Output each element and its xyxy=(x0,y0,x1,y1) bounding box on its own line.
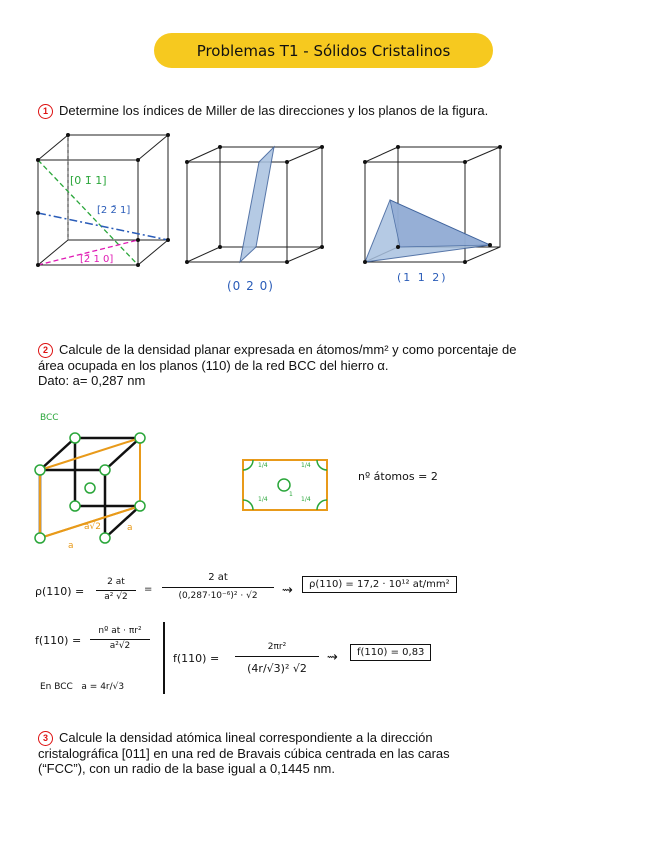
frac-line xyxy=(90,639,150,640)
title-banner xyxy=(154,33,493,68)
direction-label: [2 2̄ 1] xyxy=(97,205,131,216)
bcc-label: BCC xyxy=(40,413,59,423)
problem-text-line: área ocupada en los planos (110) de la red BCC del hierro α. xyxy=(38,358,389,374)
problem-text-line: (“FCC”), con un radio de la base igual a 0,1445 nm. xyxy=(38,761,335,777)
bcc-relation: En BCC a = 4r/√3 xyxy=(40,682,125,692)
center-count: 1 xyxy=(289,491,293,498)
problem-number: 2 xyxy=(38,343,53,358)
eq1-result: ρ(110) = 17,2 · 10¹² at/mm² xyxy=(302,576,457,593)
direction-label: [2̄ 1 0] xyxy=(80,254,114,265)
eq1-frac1-den: a² √2 xyxy=(104,592,128,602)
plane-110-figure xyxy=(242,459,328,511)
side-label: a xyxy=(127,523,133,533)
cube-directions-figure xyxy=(30,125,180,275)
problem-dato: Dato: a= 0,287 nm xyxy=(38,373,146,389)
eq2-num2: 2πr² xyxy=(267,642,287,652)
problem-number: 3 xyxy=(38,731,53,746)
atoms-count: nº átomos = 2 xyxy=(358,470,438,483)
eq2-lhs2: f(110) = xyxy=(173,652,220,665)
problem-3 xyxy=(38,730,598,776)
problem-2 xyxy=(38,342,598,388)
eq1-frac2-num: 2 at xyxy=(208,572,228,583)
cube-plane-112-figure xyxy=(360,140,510,270)
problem-text-line: cristalográfica [011] en una red de Bravais cúbica centrada en las caras xyxy=(38,746,450,762)
problem-1 xyxy=(38,103,488,119)
plane-label: (1 1 2) xyxy=(397,271,448,284)
corner-fraction: 1/4 xyxy=(301,462,311,469)
frac-line xyxy=(162,587,274,588)
direction-label: [0 1̄ 1] xyxy=(70,174,107,187)
corner-fraction: 1/4 xyxy=(301,496,311,503)
problem-text: Determine los índices de Miller de las direcciones y los planos de la figura. xyxy=(59,103,489,118)
eq2-den2: (4r/√3)² √2 xyxy=(247,662,307,675)
problem-text-line: Calcule la densidad atómica lineal correspondiente a la dirección xyxy=(59,730,433,745)
problem-text-line: Calcule de la densidad planar expresada en átomos/mm² y como porcentaje de xyxy=(59,342,517,357)
corner-fraction: 1/4 xyxy=(258,496,268,503)
plane-label: (0 2 0) xyxy=(227,279,274,293)
eq2-result: f(110) = 0,83 xyxy=(350,644,431,661)
eq2-lhs: f(110) = xyxy=(35,634,82,647)
corner-fraction: 1/4 xyxy=(258,462,268,469)
diag-label: a√2 xyxy=(84,522,101,532)
eq1-lhs: ρ(110) = xyxy=(35,585,85,598)
eq1-frac1-num: 2 at xyxy=(107,577,125,587)
equals-sign: = xyxy=(144,584,153,595)
cube-plane-020-figure xyxy=(182,140,327,270)
frac-line xyxy=(235,656,319,657)
problem-number: 1 xyxy=(38,104,53,119)
arrow-icon: ⇝ xyxy=(327,650,338,665)
separator xyxy=(163,622,165,694)
eq1-frac2-den: (0,287·10⁻⁶)² · √2 xyxy=(178,591,258,601)
arrow-icon: ⇝ xyxy=(282,583,293,598)
frac-line xyxy=(96,590,136,591)
eq2-den: a²√2 xyxy=(109,641,131,651)
page-title: Problemas T1 - Sólidos Cristalinos xyxy=(196,41,451,60)
eq2-num: nº at · πr² xyxy=(98,626,142,636)
bottom-label: a xyxy=(68,541,74,551)
